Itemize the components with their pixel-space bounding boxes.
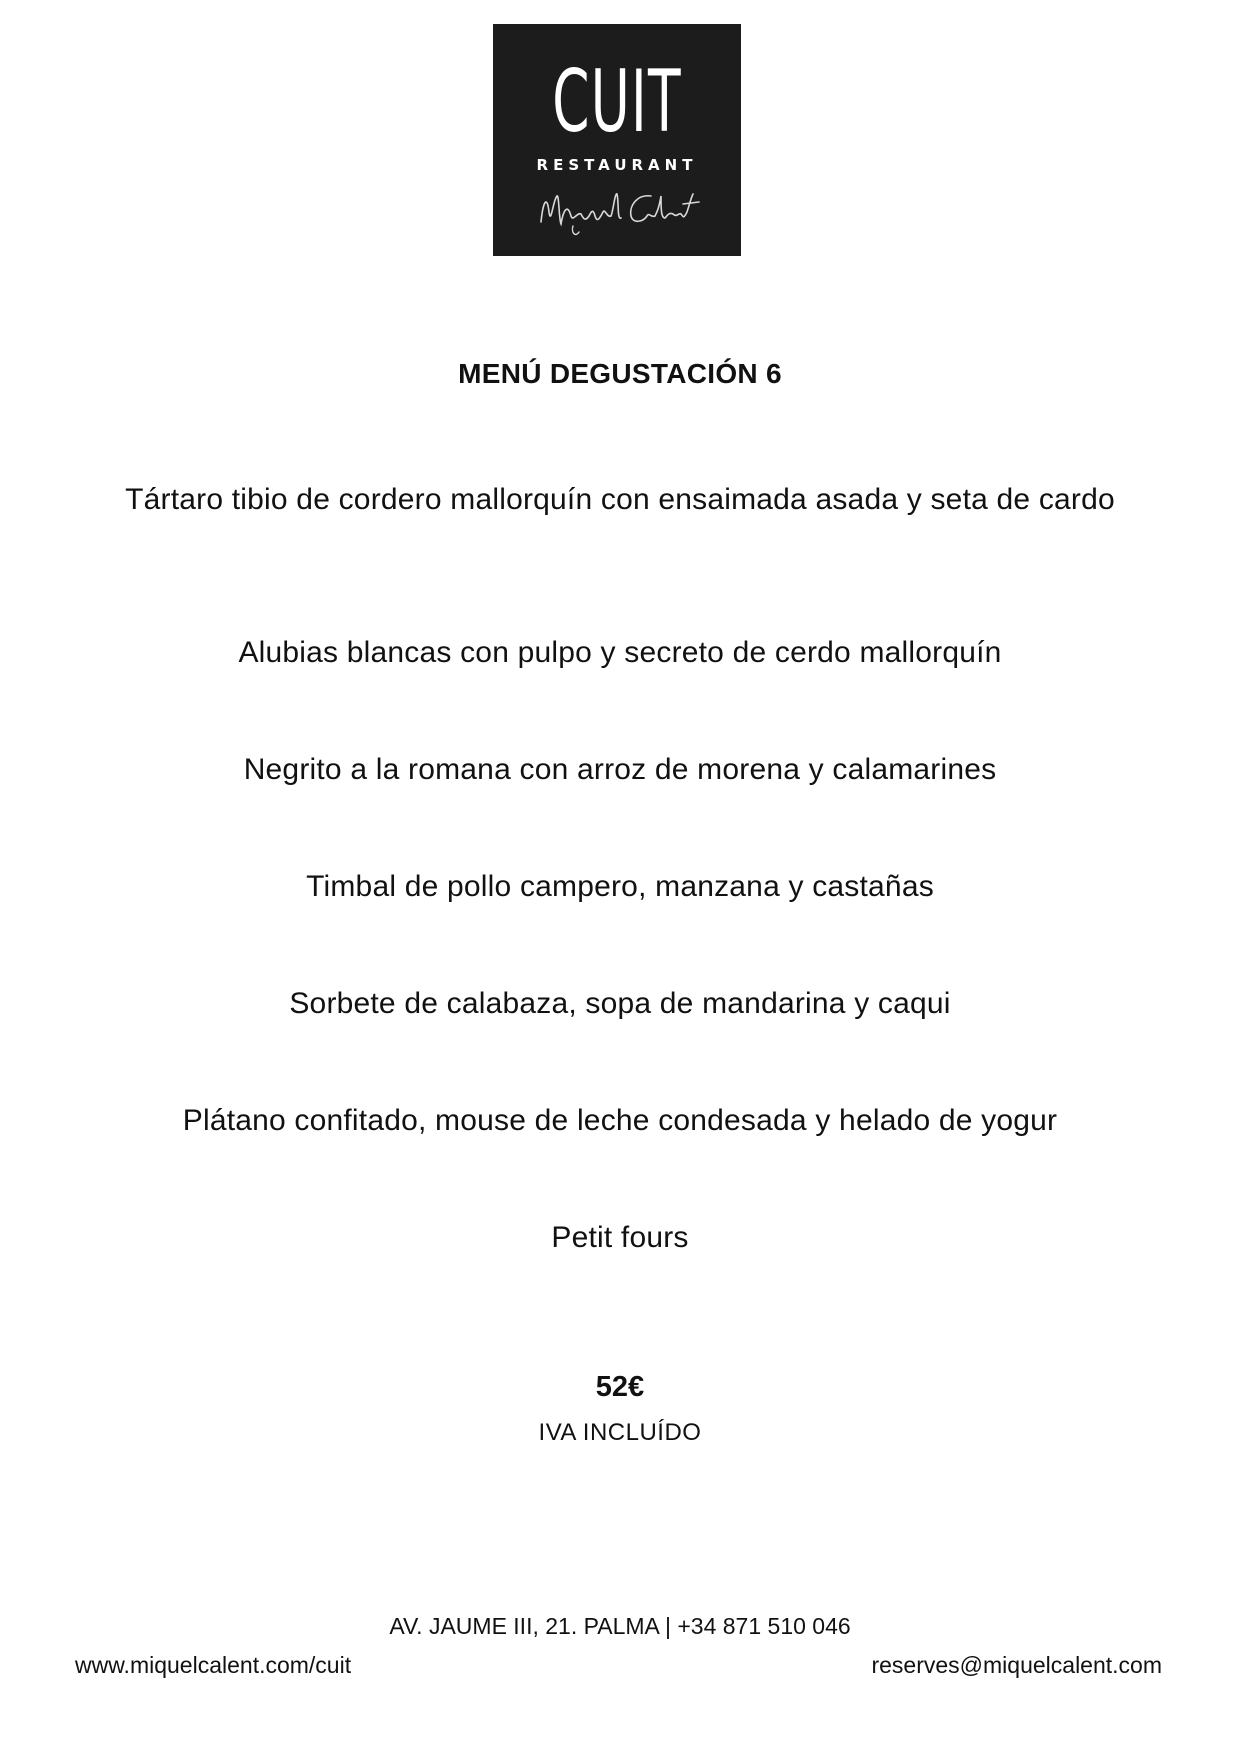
dish-item: Alubias blancas con pulpo y secreto de cerdo mallorquín [238,636,1002,669]
dish-item: Timbal de pollo campero, manzana y castañas [306,870,934,903]
dish-item: Petit fours [551,1221,689,1254]
tax-note: IVA INCLUÍDO [538,1419,702,1446]
menu-title: MENÚ DEGUSTACIÓN 6 [458,358,782,389]
website-link[interactable]: www.miquelcalent.com/cuit [75,1652,352,1678]
logo-subtitle: RESTAURANT [536,156,698,174]
menu-price: 52€ [595,1371,645,1403]
dish-item: Tártaro tibio de cordero mallorquín con ensaimada asada y seta de cardo [125,483,1115,516]
email-link[interactable]: reserves@miquelcalent.com [871,1652,1162,1678]
footer-address: AV. JAUME III, 21. PALMA | +34 871 510 046 [389,1613,851,1639]
dish-item: Sorbete de calabaza, sopa de mandarina y caqui [289,987,951,1020]
dish-item: Plátano confitado, mouse de leche condesada y helado de yogur [182,1104,1058,1137]
dish-item: Negrito a la romana con arroz de morena y calamarines [243,753,997,786]
logo-wordmark: CUIT [552,52,682,152]
